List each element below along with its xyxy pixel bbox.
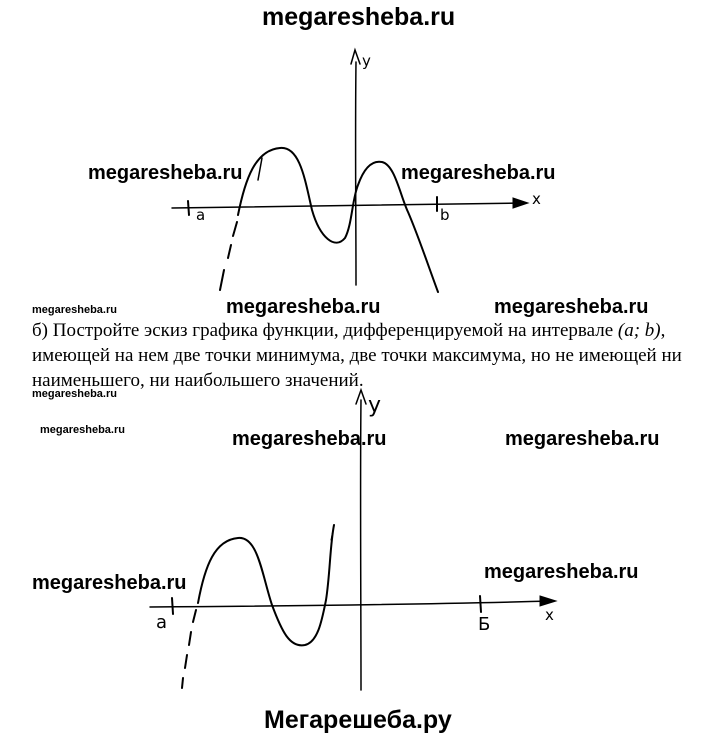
- task-text: [32, 318, 702, 393]
- watermark-mid-1: megaresheba.ru: [226, 296, 381, 318]
- graph1-x-label: x: [532, 190, 541, 208]
- watermark-graph2-left: megaresheba.ru: [32, 572, 187, 594]
- graph1-x-arrow: [513, 198, 528, 208]
- watermark-small-1: megaresheba.ru: [32, 304, 117, 316]
- watermark-graph2-top-1: megaresheba.ru: [232, 428, 387, 450]
- watermark-small-2: megaresheba.ru: [32, 388, 117, 400]
- graph2-tick-a: [172, 598, 173, 614]
- task-text-before: б) Постройте эскиз графика функции, дифференцируемой на интервале: [32, 320, 618, 341]
- graph1-curve-tail: [258, 158, 262, 180]
- graph2-a-label: a: [156, 612, 168, 633]
- graph2-y-label: y: [368, 393, 382, 418]
- graph1-a-label: a: [196, 206, 206, 224]
- graph1-dash-left: [220, 222, 237, 290]
- task-text-after: , имеющей на нем две точки минимума, две точки максимума, но не имеющей ни наименьшего, ни наибольшего значений.: [32, 320, 682, 391]
- task-interval: (a; b): [617, 320, 661, 341]
- graph2-b-label: Б: [478, 614, 491, 635]
- watermark-top: megaresheba.ru: [262, 3, 456, 31]
- watermark-footer: Мегарешеба.ру: [264, 706, 452, 734]
- graph2-x-arrow: [540, 596, 556, 606]
- graph1-y-label: y: [362, 52, 371, 70]
- watermark-graph1-right: megaresheba.ru: [401, 162, 556, 184]
- graph2-curve: [198, 525, 334, 645]
- watermark-graph1-left: megaresheba.ru: [88, 162, 243, 184]
- watermark-small-3: megaresheba.ru: [40, 424, 125, 436]
- watermark-graph2-top-2: megaresheba.ru: [505, 428, 660, 450]
- watermark-mid-2: megaresheba.ru: [494, 296, 649, 318]
- graph1-tick-a: [188, 201, 189, 215]
- watermark-graph2-right: megaresheba.ru: [484, 561, 639, 583]
- graph2-tick-b: [480, 596, 481, 612]
- graph2-dash-left: [182, 610, 196, 688]
- graph1-b-label: b: [440, 206, 450, 224]
- graph1-x-axis: [172, 203, 525, 208]
- graph2-x-axis: [150, 601, 552, 607]
- graph2-x-label: x: [545, 606, 554, 624]
